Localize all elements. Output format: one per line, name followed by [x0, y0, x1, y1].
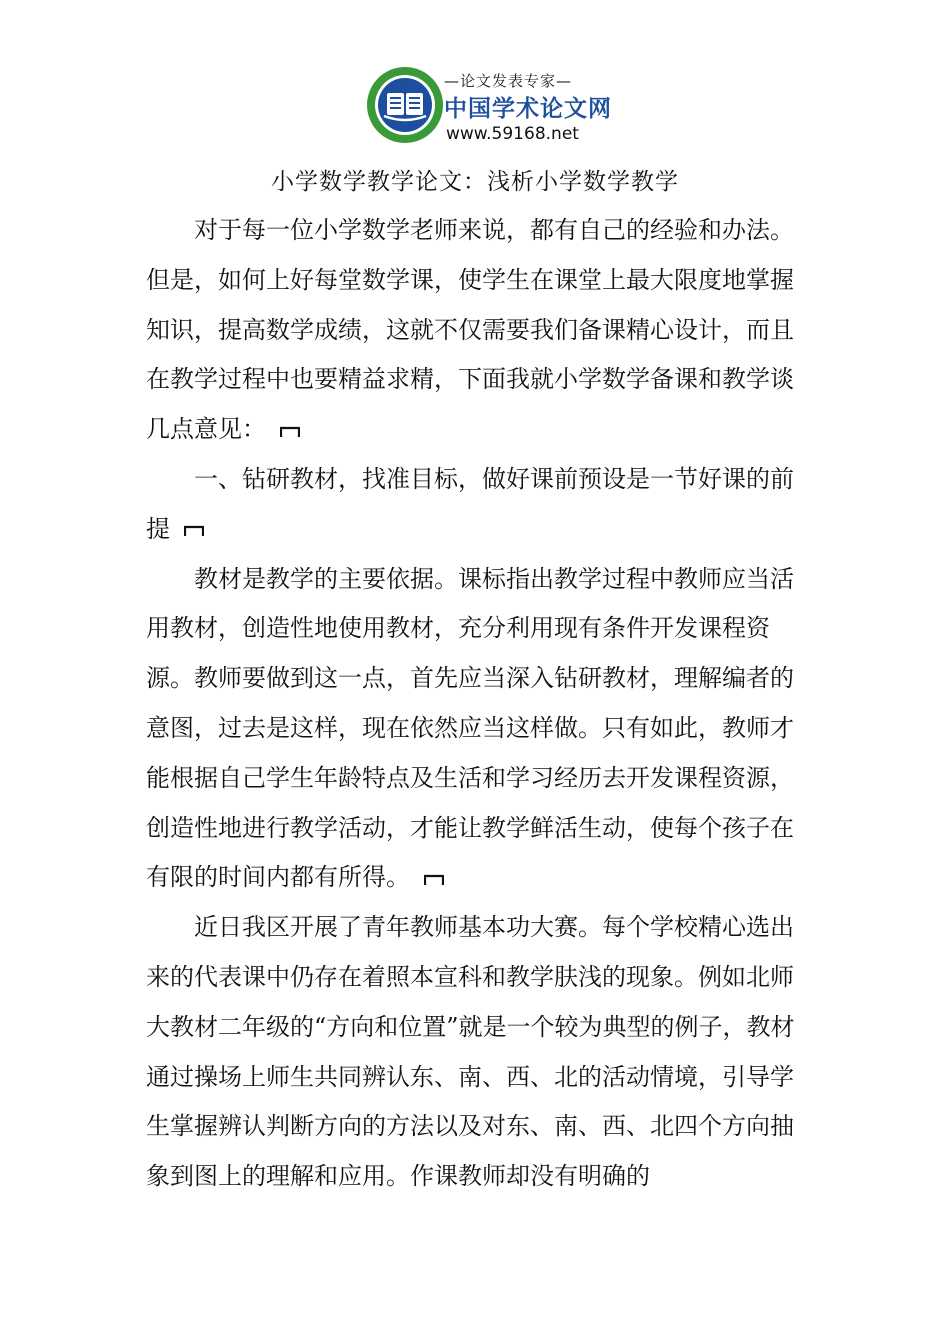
paragraph-heading-1 [146, 455, 811, 555]
paragraph-text: 近日我区开展了青年教师基本功大赛。每个学校精心选出来的代表课中仍存在着照本宣科和教学肤浅的现象。例如北师大教材二年级的“方向和位置”就是一个较为典型的例子，教材通过操场上师生共同辨认东、南、西、北的活动情境，引导学生掌握辨认判断方向的方法以及对东、南、西、北四个方向抽象到图上的理解和应用。作课教师却没有明确的 [146, 913, 795, 1191]
logo-text [440, 66, 612, 154]
paragraph-text: 对于每一位小学数学老师来说，都有自己的经验和办法。但是，如何上好每堂数学课，使学生在课堂上最大限度地掌握知识，提高数学成绩，这就不仅需要我们备课精心设计，而且在教学过程中也要精益求精，下面我就小学数学备课和教学谈几点意见： [146, 216, 794, 444]
paragraph-mark-icon [280, 424, 300, 438]
paragraph-intro [146, 206, 811, 455]
document-body [146, 206, 811, 1202]
paragraph-mark-icon [424, 872, 444, 886]
site-logo [366, 66, 612, 154]
paragraph-text: 教材是教学的主要依据。课标指出教学过程中教师应当活用教材，创造性地使用教材，充分利用现有条件开发课程资源。教师要做到这一点，首先应当深入钻研教材，理解编者的意图，过去是这样，现在依然应当这样做。只有如此，教师才能根据自己学生年龄特点及生活和学习经历去开发课程资源，创造性地进行教学活动，才能让教学鲜活生动，使每个孩子在有限的时间内都有所得。 [146, 564, 794, 892]
paragraph-contest [146, 903, 811, 1202]
paragraph-text: 一、钻研教材，找准目标，做好课前预设是一节好课的前提 [146, 464, 794, 543]
document-title: 小学数学教学论文：浅析小学数学教学 [271, 169, 679, 195]
logo-url: www.59168.net [446, 124, 579, 144]
paragraph-mark-icon [184, 523, 204, 537]
logo-site-name: 中国学术论文网 [444, 96, 612, 122]
logo-slogan: —论文发表专家— [444, 72, 573, 90]
book-badge-icon [366, 66, 444, 144]
paragraph-textbook [146, 555, 811, 904]
